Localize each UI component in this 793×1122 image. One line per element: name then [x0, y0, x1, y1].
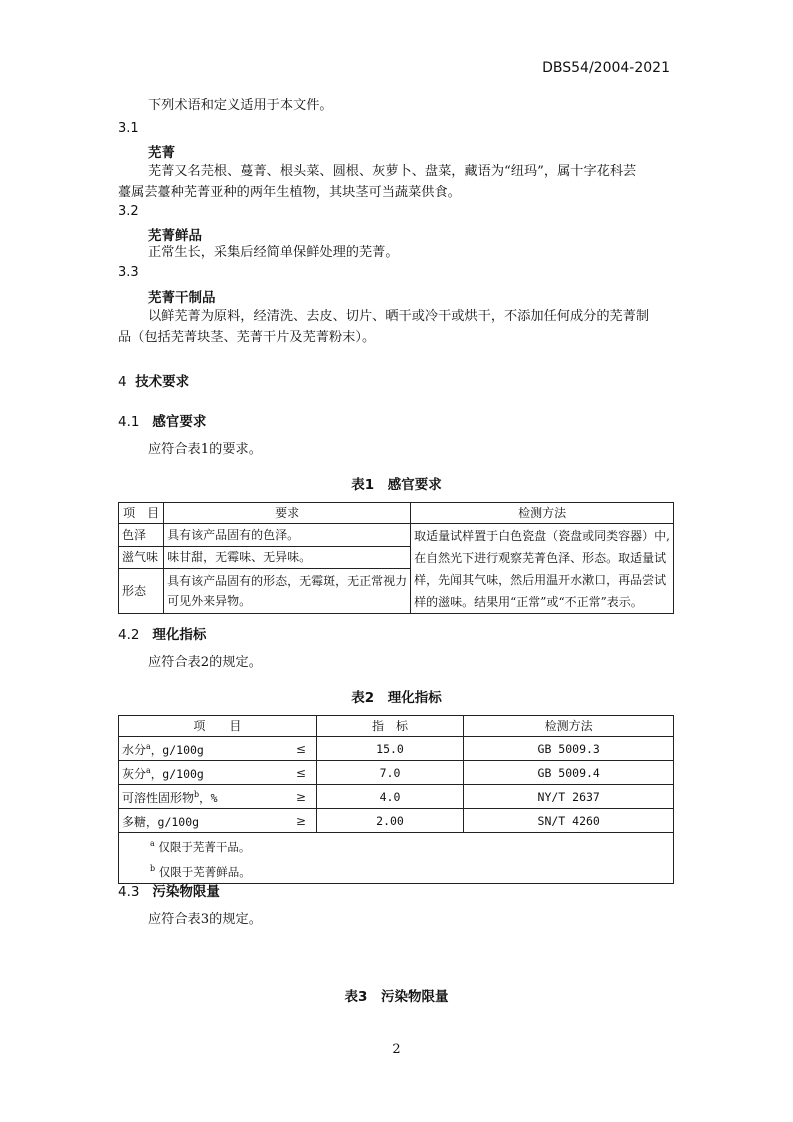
footnote-mark: a	[146, 766, 151, 775]
item-unit: ，%	[199, 791, 218, 805]
table1	[118, 502, 674, 614]
req-line: 具有该产品固有的形态，无霉斑，无正常视力	[167, 574, 408, 588]
def-term-3-1: 芜菁	[148, 145, 175, 161]
table2-header-value: 指 标	[316, 716, 464, 737]
section-title: 技术要求	[135, 374, 190, 390]
table1-caption: 表1 感官要求	[351, 477, 442, 493]
table1-cell-item: 色泽	[119, 524, 164, 547]
def-term-3-2: 芜菁鲜品	[148, 228, 202, 244]
def-text-3-2: 正常生长，采集后经简单保鲜处理的芜菁。	[148, 245, 399, 260]
table2-cell-method: GB 5009.4	[464, 761, 674, 785]
footnote-mark: b	[150, 863, 156, 873]
item-name: 多糖	[122, 815, 147, 829]
req-line: 可见外来异物。	[167, 594, 252, 608]
table2-cell-item	[119, 785, 287, 809]
footnote-mark: a	[146, 742, 151, 751]
footnote-b	[122, 858, 670, 883]
def-text-3-3-line2: 品（包括芜菁块茎、芜菁干片及芜菁粉末）。	[118, 330, 376, 345]
table2	[118, 715, 674, 884]
document-code: DBS54/2004-2021	[542, 60, 670, 76]
table1-cell-requirement	[164, 569, 411, 614]
table2-cell-method: NY/T 2637	[464, 785, 674, 809]
table1-cell-item: 形态	[119, 569, 164, 614]
section-number: 4.3	[118, 884, 140, 900]
method-line: 样，先闻其气味，然后用温开水漱口，再品尝试	[414, 573, 667, 587]
table2-cell-method: SN/T 4260	[464, 809, 674, 833]
section-number: 4.1	[118, 414, 140, 430]
table2-cell-item	[119, 737, 287, 761]
item-name: 水分	[122, 743, 147, 757]
def-text-3-3-line1: 以鲜芜菁为原料，经清洗、去皮、切片、晒干或冷干或烘干，不添加任何成分的芜菁制	[148, 309, 650, 324]
table2-caption: 表2 理化指标	[351, 690, 442, 706]
table2-cell-value: 4.0	[316, 785, 464, 809]
table1-cell-requirement: 味甘甜，无霉味、无异味。	[164, 546, 411, 569]
table1-header-method: 检测方法	[411, 503, 674, 524]
table1-header-item: 项 目	[119, 503, 164, 524]
table2-cell-item	[119, 761, 287, 785]
table3-caption: 表3 污染物限量	[344, 989, 449, 1005]
method-line: 取适量试样置于白色瓷盘（瓷盘或同类容器）中,	[414, 529, 670, 543]
table1-cell-item: 滋气味	[119, 546, 164, 569]
footnote-mark: a	[150, 839, 155, 848]
page-number: 2	[392, 1042, 401, 1057]
table2-cell-operator: ≤	[286, 761, 316, 785]
section-number: 4.2	[118, 627, 140, 643]
footnote-text: 仅限于芜菁干品。	[154, 839, 251, 854]
terms-intro: 下列术语和定义适用于本文件。	[148, 98, 333, 113]
section-4-2-heading	[118, 623, 206, 643]
def-text-3-1-line1: 芜菁又名芫根、蔓菁、根头菜、圆根、灰萝卜、盘菜，藏语为“纽玛”，属十字花科芸	[148, 164, 637, 179]
section-4-heading	[118, 370, 189, 390]
section-4-3-heading	[118, 880, 220, 900]
section-title: 感官要求	[152, 414, 207, 430]
section-4-2-text: 应符合表2的规定。	[148, 655, 262, 670]
item-unit: ，g/100g	[150, 743, 204, 757]
table2-cell-operator: ≤	[286, 737, 316, 761]
table1-cell-method	[411, 524, 674, 614]
footnote-text: 仅限于芜菁鲜品。	[155, 864, 251, 879]
section-4-1-text: 应符合表1的要求。	[148, 442, 262, 457]
def-number-3-1: 3.1	[118, 121, 139, 136]
table2-cell-value: 15.0	[316, 737, 464, 761]
table2-cell-method: GB 5009.3	[464, 737, 674, 761]
table1-cell-requirement: 具有该产品固有的色泽。	[164, 524, 411, 547]
table2-footnotes	[119, 833, 674, 884]
footnote-mark: b	[194, 790, 200, 799]
item-unit: ，g/100g	[146, 815, 200, 829]
footnote-a	[122, 833, 670, 858]
table2-cell-value: 2.00	[316, 809, 464, 833]
table2-cell-operator: ≥	[286, 785, 316, 809]
table2-cell-value: 7.0	[316, 761, 464, 785]
section-number: 4	[118, 374, 127, 390]
section-title: 理化指标	[152, 627, 207, 643]
table2-header-item: 项 目	[119, 716, 317, 737]
section-4-3-text: 应符合表3的规定。	[148, 912, 262, 927]
def-text-3-1-line2: 薹属芸薹种芜菁亚种的两年生植物，其块茎可当蔬菜供食。	[118, 185, 461, 200]
section-title: 污染物限量	[152, 884, 220, 900]
method-line: 样的滋味。结果用“正常”或“不正常”表示。	[414, 595, 643, 609]
item-name: 灰分	[122, 767, 147, 781]
table2-cell-item	[119, 809, 287, 833]
table2-header-method: 检测方法	[464, 716, 674, 737]
item-name: 可溶性固形物	[122, 791, 195, 805]
item-unit: ，g/100g	[150, 767, 204, 781]
table2-cell-operator: ≥	[286, 809, 316, 833]
def-term-3-3: 芜菁干制品	[148, 290, 216, 306]
table1-header-requirement: 要求	[164, 503, 411, 524]
section-4-1-heading	[118, 410, 206, 430]
def-number-3-2: 3.2	[118, 204, 139, 219]
method-line: 在自然光下进行观察芜菁色泽、形态。取适量试	[414, 551, 667, 565]
def-number-3-3: 3.3	[118, 265, 139, 280]
